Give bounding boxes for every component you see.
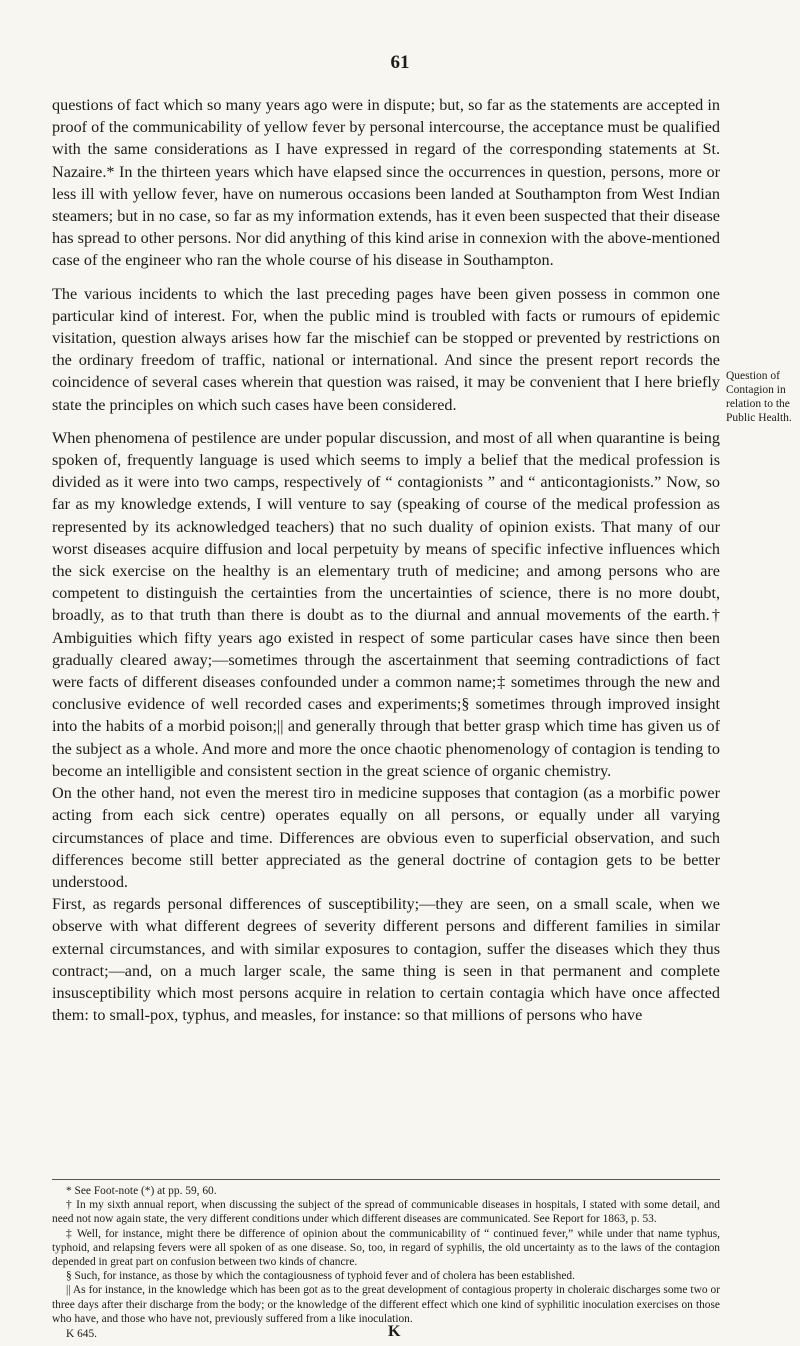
paragraph: questions of fact which so many years ago were in dispute; but, so far as the statements are accepted in proof of the communicability of yellow fever by personal intercourse, the acceptance must be qualified with the same considerations as I have expressed in regard of the corresponding statements at St. Nazaire.* In the thirteen years which have elapsed since the occurrences in question, persons, more or less ill with yellow fever, have on numerous occasions been landed at Southampton from West Indian steamers; but in no case, so far as my information extends, has it even been suspected that their disease has spread to other persons. Nor did anything of this kind arise in connexion with the above-mentioned case of the engineer who ran the whole course of his disease in Southampton. (52, 96, 720, 270)
footnote: || As for instance, in the knowledge which has been got as to the great development of contagious property in choleraic discharges some two or three days after their discharge from the body; or the knowledge of the different effect which one kind of syphilitic inoculation exercises on those who have, and those who have not, previously suffered from a like inoculation. (52, 1284, 720, 1325)
footnote-divider (52, 1179, 720, 1180)
footnote: † In my sixth annual report, when discussing the subject of the spread of communicable diseases in hospitals, I stated with some detail, and need not now again state, the very different conditions under which different diseases are communicated. See Report for 1863, p. 53. (52, 1199, 720, 1226)
signature-mark: K 645. (66, 1328, 98, 1341)
footnotes (52, 1184, 720, 1343)
paragraph: On the other hand, not even the merest tiro in medicine supposes that contagion (as a morbific power acting from each sick centre) operates equally on all persons, or equally under all varying circumstances of place and time. Differences are obvious even to superficial observation, and such differences become still better appreciated as the general doctrine of contagion gets to be better understood. (52, 784, 720, 891)
footnote: § Such, for instance, as those by which the contagiousness of typhoid fever and of cholera has been established. (66, 1270, 575, 1283)
page-number: 61 (390, 52, 410, 73)
footnote: * See Foot-note (*) at pp. 59, 60. (66, 1185, 217, 1197)
signature-row (52, 1323, 720, 1343)
paragraph: First, as regards personal differences of susceptibility;—they are seen, on a small scale, when we observe with what different degrees of severity different persons and different families in similar external circumstances, and with similar exposures to contagion, suffer the diseases which they thus contract;—and, on a much larger scale, the same thing is seen in that permanent and complete insusceptibility which most persons acquire in relation to certain contagia which have once affected them: to small-pox, typhus, and measles, for instance: so that millions of persons who have (52, 895, 720, 1025)
paragraph: The various incidents to which the last preceding pages have been given possess in common one particular kind of interest. For, when the public mind is troubled with facts or rumours of epidemic visitation, question always arises how far the mischief can be stopped or prevented by restrictions on the ordinary freedom of traffic, national or international. And since the present report records the coincidence of several cases wherein that question was raised, it may be convenient that I here briefly state the principles on which such cases have been considered. (52, 284, 720, 414)
footnote: ‡ Well, for instance, might there be difference of opinion about the communicability of “ continued fever,” while under that name typhus, typhoid, and relapsing fevers were all spoken of as one disease. So, too, in regard of syphilis, the old uncertainty as to the laws of the contagion depended in great part on confusion between two kinds of chancre. (52, 1227, 720, 1269)
signature-letter: K (388, 1323, 401, 1341)
main-text (52, 94, 720, 1026)
margin-note: Question of Contagion in relation to the Public Health. (726, 370, 792, 424)
paragraph: When phenomena of pestilence are under popular discussion, and most of all when quarantine is being spoken of, frequently language is used which seems to imply a belief that the medical profession is divided as it were into two camps, respectively of “ contagionists ” and “ anticontagionists.” Now, so far as my knowledge extends, I will venture to say (speaking of course of the medical profession as represented by its acknowledged teachers) that no such duality of opinion exists. That many of our worst diseases acquire diffusion and local perpetuity by means of specific infective influences which the sick exercise on the healthy is an elementary truth of medicine; and among persons who are competent to distinguish the certainties from the uncertainties of science, there is no more doubt, broadly, as to that truth than there is doubt as to the diurnal and annual movements of the earth.† Ambiguities which fifty years ago existed in respect of some particular cases have since then been gradually cleared away;—sometimes through the ascertainment that seeming contradictions of fact were facts of different diseases confounded under a common name;‡ sometimes through the new and conclusive evidence of well recorded cases and experiments;§ sometimes through improved insight into the habits of a morbid poison;|| and generally through that better grasp which time has given us of the subject as a whole. And more and more the once chaotic phenomenology of contagion is tending to become an intelligible and consistent section in the great science of organic chemistry. (52, 428, 720, 780)
